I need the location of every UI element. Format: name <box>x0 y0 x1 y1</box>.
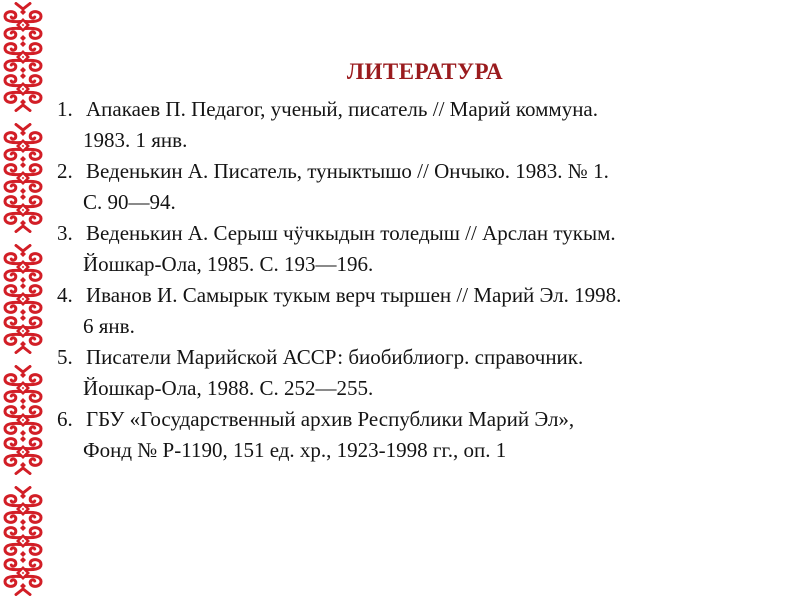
list-item-text-line-1: ГБУ «Государственный архив Республики Марий Эл», <box>86 407 575 431</box>
list-item-text-line-1: Веденькин А. Серыш чӱчкыдын толедыш // Арслан тукым. <box>86 221 616 245</box>
list-item <box>57 218 800 280</box>
list-item-text-line-1: Веденькин А. Писатель, туныктышо // Ончыко. 1983. № 1. <box>86 159 609 183</box>
list-item-number: 5. <box>57 345 73 369</box>
list-item <box>57 342 800 404</box>
list-item-text-line-1: Иванов И. Самырык тукым верч тыршен // Марий Эл. 1998. <box>86 283 622 307</box>
list-item-number: 2. <box>57 159 73 183</box>
list-item-text-line-1: Писатели Марийской АССР: биобиблиогр. справочник. <box>86 345 584 369</box>
list-item-number: 3. <box>57 221 73 245</box>
literature-list <box>57 94 800 466</box>
list-item <box>57 94 800 156</box>
list-item <box>57 280 800 342</box>
list-item-text-line-2: 1983. 1 янв. <box>83 128 188 152</box>
list-item-number: 6. <box>57 407 73 431</box>
list-item <box>57 404 800 466</box>
list-item <box>57 156 800 218</box>
list-item-text-line-2: Фонд № Р-1190, 151 ед. хр., 1923-1998 гг., оп. 1 <box>83 438 507 462</box>
list-item-number: 1. <box>57 97 73 121</box>
list-item-text-line-2: Йошкар-Ола, 1985. С. 193—196. <box>83 252 374 276</box>
list-item-number: 4. <box>57 283 73 307</box>
page-title: ЛИТЕРАТУРА <box>346 59 504 84</box>
list-item-text-line-2: С. 90—94. <box>83 190 176 214</box>
list-item-text-line-2: Йошкар-Ола, 1988. С. 252—255. <box>83 376 374 400</box>
list-item-text-line-2: 6 янв. <box>83 314 135 338</box>
list-item-text-line-1: Апакаев П. Педагог, ученый, писатель // Марий коммуна. <box>86 97 598 121</box>
